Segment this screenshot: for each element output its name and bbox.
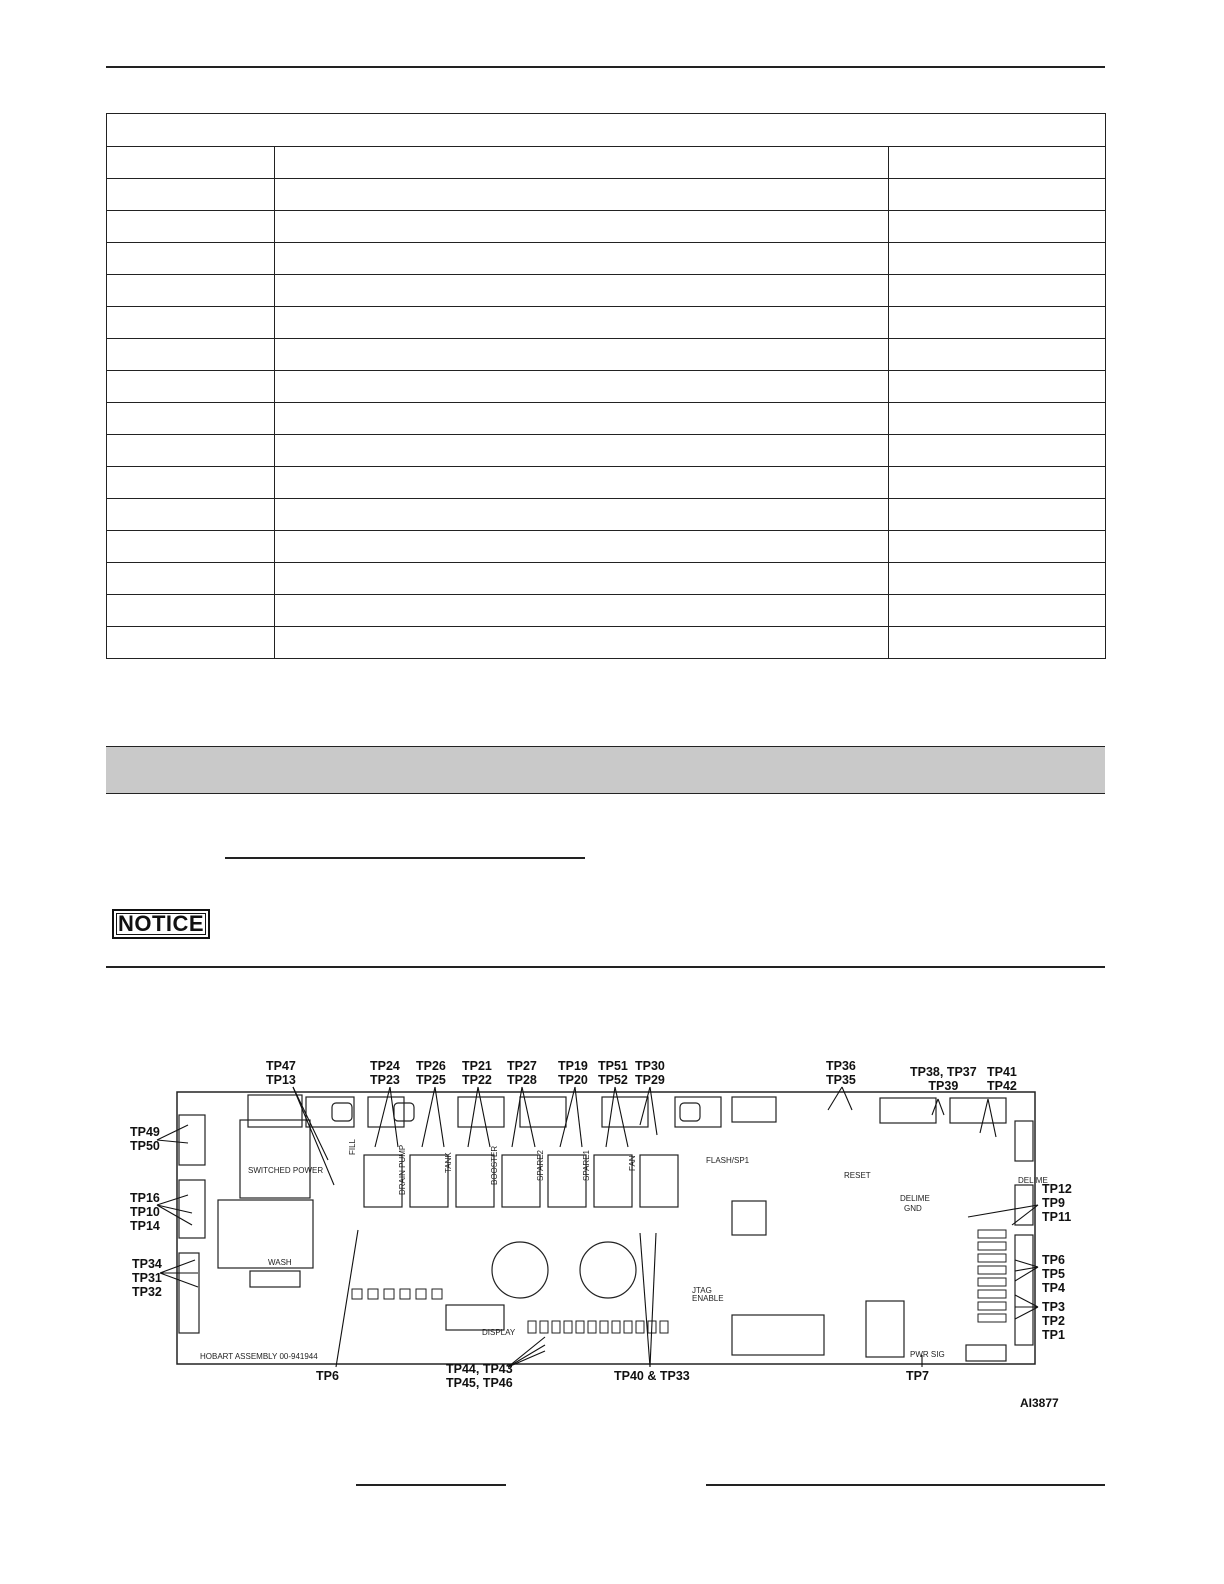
callout-tp27-tp28: TP27 TP28: [507, 1059, 537, 1087]
table-cell: [107, 179, 275, 211]
table-title-row: [107, 114, 1106, 147]
table-cell: [107, 403, 275, 435]
table-title-cell: [107, 114, 1106, 147]
board-label: SPARE1: [582, 1150, 591, 1181]
top-right-header: [880, 1098, 936, 1123]
table-row: [107, 563, 1106, 595]
footer-line-left: [356, 1484, 506, 1486]
board-label: RESET: [844, 1171, 871, 1180]
table-row: [107, 243, 1106, 275]
relay-spare1: [594, 1155, 632, 1207]
header-rule: [106, 66, 1105, 68]
board-label: DELIME: [1018, 1176, 1048, 1185]
table-cell: [889, 243, 1106, 275]
rinse-connector: [179, 1115, 205, 1165]
relay-spare2: [548, 1155, 586, 1207]
callout-tp21-tp22: TP21 TP22: [462, 1059, 492, 1087]
callout-tp7: TP7: [906, 1369, 929, 1383]
table-row: [107, 595, 1106, 627]
table-cell: [275, 211, 889, 243]
table-cell: [889, 499, 1106, 531]
callout-tp44-group: TP44, TP43 TP45, TP46: [446, 1362, 513, 1390]
table-row: [107, 403, 1106, 435]
k7-relay: [248, 1095, 302, 1127]
table-cell: [889, 307, 1106, 339]
footer-line-right: [706, 1484, 1105, 1486]
button-row: [352, 1289, 442, 1299]
display-connector: [446, 1305, 504, 1330]
table-cell: [107, 275, 275, 307]
notice-inner-border: [116, 913, 206, 935]
table-cell: [889, 403, 1106, 435]
table-cell: [275, 243, 889, 275]
board-label: WASH: [268, 1258, 292, 1267]
processor-chip: [732, 1201, 766, 1235]
callout-tp38-tp37-tp39: TP38, TP37 TP39: [910, 1065, 977, 1093]
table-cell: [107, 211, 275, 243]
table-row: [107, 627, 1106, 659]
table-cell: [889, 211, 1106, 243]
section-heading-bar: [106, 746, 1105, 794]
delime-connector: [1015, 1185, 1033, 1225]
switched-power-block: [240, 1120, 310, 1198]
pwr-sig-connector: [966, 1345, 1006, 1361]
relay-tank: [456, 1155, 494, 1207]
callout-tp36-tp35: TP36 TP35: [826, 1059, 856, 1087]
callout-tp6-tp5-tp4: TP6 TP5 TP4: [1042, 1253, 1065, 1295]
capacitor-1: [332, 1103, 352, 1121]
table-cell: [275, 371, 889, 403]
table-cell: [107, 243, 275, 275]
board-label: FAN: [628, 1155, 637, 1171]
table-cell: [889, 467, 1106, 499]
heading-underline: [225, 857, 585, 859]
notice-label: [112, 909, 210, 939]
table-row: [107, 307, 1106, 339]
table-row: [107, 371, 1106, 403]
figure-id: AI3877: [1020, 1396, 1059, 1410]
board-label: BOOSTER: [490, 1145, 499, 1185]
right-component-grid: [978, 1230, 1006, 1322]
board-label: ENABLE: [692, 1294, 724, 1303]
callout-tp41-tp42: TP41 TP42: [987, 1065, 1017, 1093]
callout-tp6-bottom: TP6: [316, 1369, 339, 1383]
table-cell: [889, 147, 1106, 179]
top-connector-6: [675, 1097, 721, 1127]
bottom-header: [732, 1315, 824, 1355]
board-label: HOBART ASSEMBLY 00-941944: [200, 1352, 318, 1361]
table-cell: [107, 371, 275, 403]
table-cell: [275, 563, 889, 595]
board-label: DELIME: [900, 1194, 930, 1203]
table-row: [107, 499, 1106, 531]
table-cell: [107, 563, 275, 595]
section-rule: [106, 966, 1105, 968]
table-cell: [275, 403, 889, 435]
table-cell: [889, 435, 1106, 467]
table-cell: [275, 307, 889, 339]
large-ic-right: [866, 1301, 904, 1357]
relay-booster: [502, 1155, 540, 1207]
board-outline: [177, 1092, 1035, 1364]
table-cell: [275, 275, 889, 307]
relay-fill: [364, 1155, 402, 1207]
callout-tp49-tp50: TP49 TP50: [130, 1125, 160, 1153]
table-cell: [107, 147, 275, 179]
table-row: [107, 531, 1106, 563]
table-cell: [889, 627, 1106, 659]
table-cell: [107, 595, 275, 627]
buzzer-right: [580, 1242, 636, 1298]
table-cell: [889, 563, 1106, 595]
callout-tp40-tp33: TP40 & TP33: [614, 1369, 690, 1383]
table-row: [107, 467, 1106, 499]
table-row: [107, 339, 1106, 371]
board-label: JTAG: [692, 1286, 712, 1295]
table-cell: [275, 147, 889, 179]
capacitor-4: [250, 1271, 300, 1287]
table-cell: [275, 595, 889, 627]
board-label: DRAIN PUMP: [398, 1144, 407, 1195]
right-connector-2: [1015, 1235, 1033, 1345]
table-cell: [275, 179, 889, 211]
table-cell: [275, 467, 889, 499]
table-header-row: [107, 147, 1106, 179]
top-connector-7: [732, 1097, 776, 1122]
capacitor-3: [680, 1103, 700, 1121]
table-cell: [889, 339, 1106, 371]
callout-tp19-tp20: TP19 TP20: [558, 1059, 588, 1087]
board-label: SWITCHED POWER: [248, 1166, 324, 1175]
table-cell: [275, 435, 889, 467]
table-cell: [107, 531, 275, 563]
table-row: [107, 435, 1106, 467]
table-cell: [107, 467, 275, 499]
callout-tp47-tp13: TP47 TP13: [266, 1059, 296, 1087]
board-drawing: [100, 1055, 1124, 1415]
relay-fan: [640, 1155, 678, 1207]
table-row: [107, 179, 1106, 211]
top-right-header-2: [950, 1098, 1006, 1123]
table-row: [107, 275, 1106, 307]
callout-tp24-tp23: TP24 TP23: [370, 1059, 400, 1087]
callout-tp3-tp2-tp1: TP3 TP2 TP1: [1042, 1300, 1065, 1342]
board-label: SPARE2: [536, 1150, 545, 1181]
callout-tp12-tp9-tp11: TP12 TP9 TP11: [1042, 1182, 1072, 1224]
test-point-table: [106, 113, 1106, 659]
table-cell: [107, 627, 275, 659]
callout-tp51-tp52: TP51 TP52: [598, 1059, 628, 1087]
control-board-diagram: [100, 1055, 1124, 1415]
callout-tp34-tp31-tp32: TP34 TP31 TP32: [132, 1257, 162, 1299]
table-cell: [275, 627, 889, 659]
wash-block: [218, 1200, 313, 1268]
top-connector-1: [306, 1097, 354, 1127]
board-label: PWR SIG: [910, 1350, 945, 1359]
table-cell: [107, 307, 275, 339]
wash-connector: [179, 1180, 205, 1238]
table-cell: [889, 275, 1106, 307]
table-cell: [889, 179, 1106, 211]
table-cell: [889, 531, 1106, 563]
table-cell: [107, 339, 275, 371]
table-cell: [275, 499, 889, 531]
board-label: GND: [904, 1204, 922, 1213]
table-cell: [889, 371, 1106, 403]
table-row: [107, 211, 1106, 243]
board-label: DISPLAY: [482, 1328, 516, 1337]
table-cell: [275, 339, 889, 371]
buzzer-left: [492, 1242, 548, 1298]
table-cell: [889, 595, 1106, 627]
callout-tp30-tp29: TP30 TP29: [635, 1059, 665, 1087]
board-label: FILL: [348, 1138, 357, 1155]
relay-drain-pump: [410, 1155, 448, 1207]
table-cell: [275, 531, 889, 563]
table-cell: [107, 435, 275, 467]
callout-tp26-tp25: TP26 TP25: [416, 1059, 446, 1087]
notice-text: NOTICE: [117, 911, 205, 936]
board-label: FLASH/SP1: [706, 1156, 750, 1165]
table-cell: [107, 499, 275, 531]
right-connector-1: [1015, 1121, 1033, 1161]
board-label: TANK: [444, 1152, 453, 1173]
callout-tp16-tp10-tp14: TP16 TP10 TP14: [130, 1191, 160, 1233]
